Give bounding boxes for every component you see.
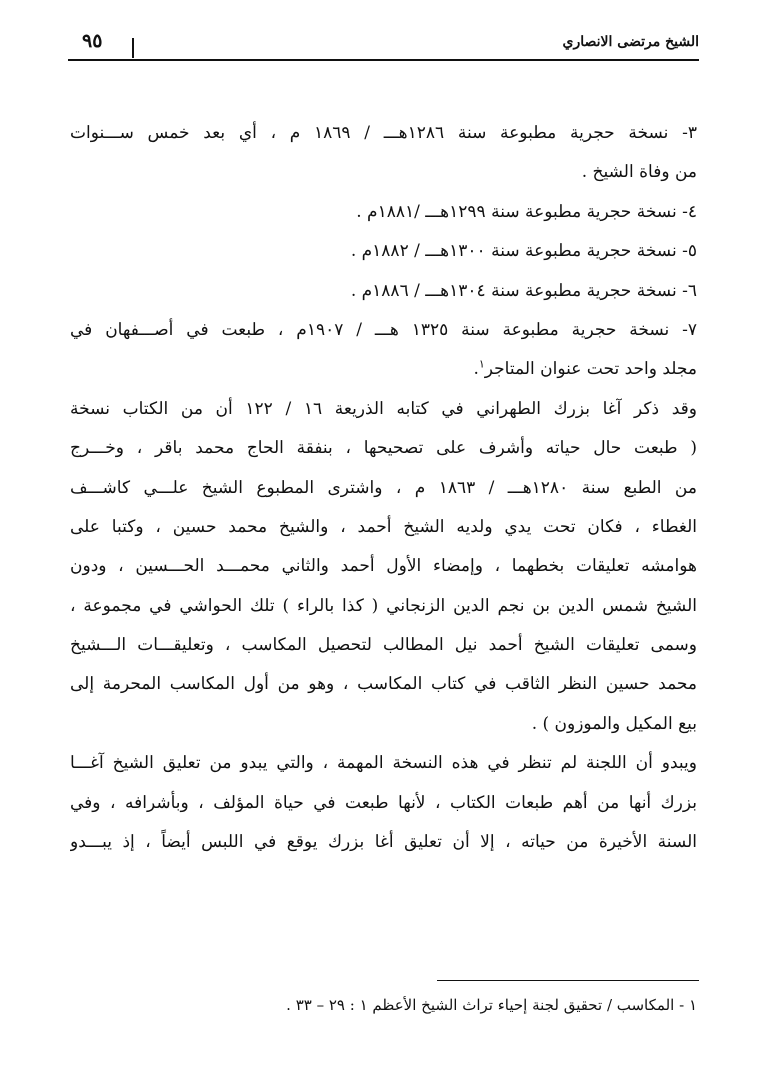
text-line: الغطاء ، فكان تحت يدي ولديه الشيخ أحمد ، والشيخ محمد حسين ، وكتبا على xyxy=(70,516,697,537)
text-line: الشيخ شمس الدين بن نجم الدين الزنجاني ( كذا بالراء ) تلك الحواشي في مجموعة ، xyxy=(70,595,697,616)
text-line: وسمى تعليقات الشيخ أحمد نيل المطالب لتحصيل المكاسب ، وتعليقـــات الـــشيخ xyxy=(70,635,697,656)
text-line: من الطبع سنة ١٢٨٠هـــ / ١٨٦٣ م ، واشترى المطبوع الشيخ علـــي كاشـــف xyxy=(70,477,697,498)
text-line: محمد حسين النظر الثاقب في كتاب المكاسب ، وهو من أول المكاسب المحرمة إلى xyxy=(70,674,697,695)
running-head-title: الشيخ مرتضى الانصاري xyxy=(562,34,699,50)
text-line: بيع المكيل والموزون ) . xyxy=(531,713,697,734)
body-text xyxy=(70,114,697,862)
text-line: ٧- نسخة حجرية مطبوعة سنة ١٣٢٥ هـــ / ١٩٠٧م ، طبعت في أصـــفهان في xyxy=(70,319,697,340)
text-line: ٥- نسخة حجرية مطبوعة سنة ١٣٠٠هـــ / ١٨٨٢م . xyxy=(350,241,697,262)
text-line-with-footnote xyxy=(70,350,697,389)
text-line: ( طبعت حال حياته وأشرف على تصحيحها ، بنفقة الحاج محمد باقر ، وخـــرج xyxy=(70,438,697,459)
text-line-content: مجلد واحد تحت عنوان المتاجر xyxy=(484,359,697,380)
footnote-marker: ١ xyxy=(478,357,485,371)
text-line: بزرك أنها من أهم طبعات الكتاب ، لأنها طبعت في حياة المؤلف ، وبأشرافه ، وفي xyxy=(70,792,697,813)
text-line: ٣- نسخة حجرية مطبوعة سنة ١٢٨٦هـــ / ١٨٦٩ م ، أي بعد خمس ســـنوات xyxy=(70,123,697,143)
text-line: ويبدو أن اللجنة لم تنظر في هذه النسخة المهمة ، والتي يبدو من تعليق الشيخ آغـــا xyxy=(70,753,697,774)
line-end-period: . xyxy=(473,359,479,380)
text-line: ٦- نسخة حجرية مطبوعة سنة ١٣٠٤هـــ / ١٨٨٦م . xyxy=(350,280,697,301)
text-line: وقد ذكر آغا بزرك الطهراني في كتابه الذريعة ١٦ / ١٢٢ أن من الكتاب نسخة xyxy=(70,398,697,419)
footnote-separator xyxy=(437,980,699,981)
footnote: ١ - المكاسب / تحقيق لجنة إحياء تراث الشيخ الأعظم ١ : ٢٩ – ٣٣ . xyxy=(286,996,697,1014)
text-line: ٤- نسخة حجرية مطبوعة سنة ١٢٩٩هـــ /١٨٨١م . xyxy=(356,201,697,222)
header-tick-mark xyxy=(132,38,134,58)
page-number: ٩٥ xyxy=(82,30,103,52)
page-header xyxy=(68,30,699,62)
text-line: هوامشه تعليقات بخطهما ، وإمضاء الأول أحمد والثاني محمـــد الحـــسين ، ودون xyxy=(70,556,697,577)
header-rule xyxy=(68,59,699,61)
text-line: من وفاة الشيخ . xyxy=(581,162,697,183)
text-line: السنة الأخيرة من حياته ، إلا أن تعليق أغا بزرك يوقع في اللبس أيضاً ، إذ يبـــدو xyxy=(70,832,697,853)
